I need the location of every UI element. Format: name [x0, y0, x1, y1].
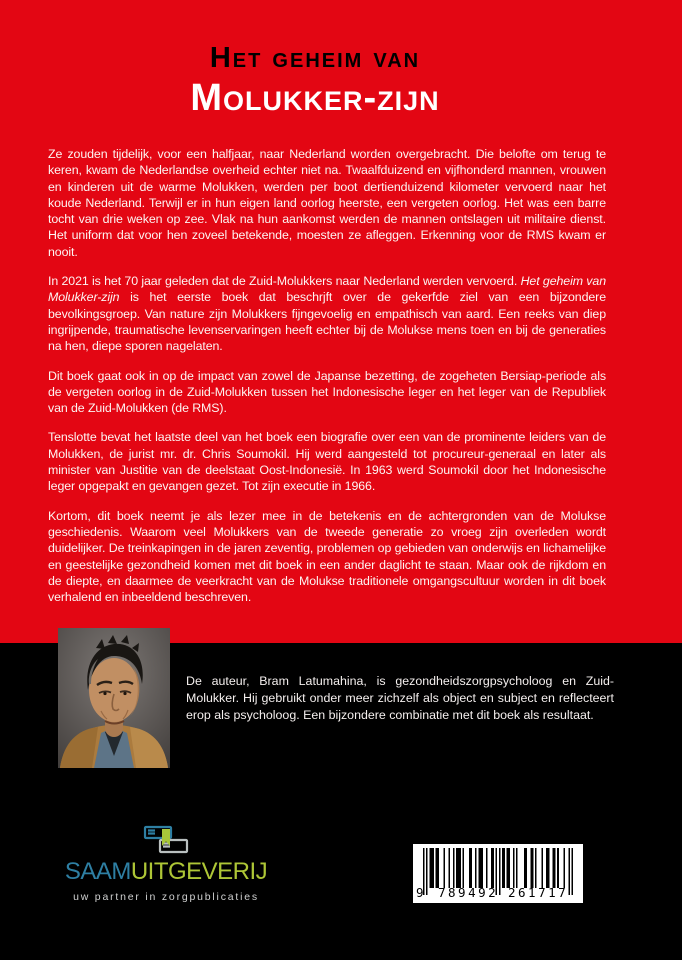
author-bio: De auteur, Bram Latumahina, is gezondheidszorgpsycholoog en Zuid-Molukker. Hij gebruikt onder meer zichzelf als object en subject en reflecteert erop als psycholoog. Een bijzondere combinatie met dit boek als resultaat.	[186, 674, 614, 722]
title-block	[0, 44, 630, 117]
paragraph-2	[48, 273, 606, 354]
publisher-name	[46, 860, 286, 884]
paragraph-3: Dit boek gaat ook in op de impact van zowel de Japanse bezetting, de zogeheten Bersiap-periode als de vergeten oorlog in de Zuid-Molukken tussen het Indonesische leger en het leger van de Republiek van de Zuid-Molukken (de RMS).	[48, 368, 606, 416]
isbn-digit-group-3: 261717	[508, 885, 569, 900]
title-line-1: Het geheim van	[209, 42, 421, 74]
publisher-logo	[46, 825, 286, 903]
isbn-digit-group-1: 9	[416, 885, 424, 900]
isbn-digit-group-2: 789492	[438, 885, 499, 900]
publisher-name-saam: SAAM	[64, 858, 131, 885]
paragraph-1: Ze zouden tijdelijk, voor een halfjaar, naar Nederland worden overgebracht. Die belofte om terug te keren, kwam de Nederlandse overheid echter niet na. Twaalfduizend en vijfhonderd mannen, vrouwen en kinderen uit de warme Molukken, werden per boot dertienduizend kilometer vervoerd naar het koude Nederland. Terwijl er in hun eigen land oorlog heerste, een vergeten oorlog. Het was een barre tocht van drie weken op zee. Vlak na hun aankomst werden de mannen ontslagen uit militaire dienst. Het uniform dat voor hen zoveel betekende, moesten ze afleggen. Erkenning voor de RMS kwam er nooit.	[48, 147, 606, 259]
paragraph-5: Kortom, dit boek neemt je als lezer mee in de betekenis en de achtergronden van de Molukse geschiedenis. Waarom veel Molukkers van de tweede generatie zo vroeg zijn overleden wordt duidelijker. De treinkapingen in de jaren zeventig, problemen op gebieden van onderwijs en lichamelijke en geestelijke gezondheid komen met dit boek in een ander daglicht te staan. Maar ook de rijkdom en de diepte, en daarmee de veerkracht van de Molukse traditionele omgangscultuur worden in dit boek verhalend en inbeeldend beschreven.	[48, 508, 606, 605]
bottom-black-panel	[0, 643, 682, 960]
author-portrait-photo	[58, 628, 170, 768]
publisher-tagline: uw partner in zorgpublicaties	[73, 891, 259, 903]
isbn-barcode	[413, 844, 583, 903]
book-title-italic: Het geheim van Molukker-zijn	[48, 274, 606, 305]
stacked-books-bookmark-icon	[143, 825, 189, 855]
publisher-name-uitgeverij: UITGEVERIJ	[130, 858, 268, 885]
paragraph-4: Tenslotte bevat het laatste deel van het boek een biografie over een van de prominente leiders van de Molukken, de jurist mr. dr. Chris Soumokil. Hij werd aangesteld tot procureur-generaal en later als minister van Justitie van de deelstaat Oost-Indonesië. In 1963 werd Soumokil door het Indonesische leger opgepakt en gevangen gezet. Tot zijn executie in 1966.	[48, 430, 606, 494]
paragraph-2-pre: In 2021 is het 70 jaar geleden dat de Zuid-Molukkers naar Nederland werden vervoerd.	[48, 274, 521, 289]
synopsis-text	[48, 146, 606, 605]
title-line-2: Molukker-zijn	[190, 77, 440, 119]
paragraph-2-post: is het eerste boek dat beschrjft over de gekerfde ziel van een bijzondere bevolkingsgroep. Van nature zijn Molukkers fijngevoelig en empathisch van aard. Een reeks van diep ingrijpende, traumatische levenservaringen heeft echter bij de Molukse mens toen en bij de generaties na hen, diepe sporen nagelaten.	[48, 290, 606, 354]
